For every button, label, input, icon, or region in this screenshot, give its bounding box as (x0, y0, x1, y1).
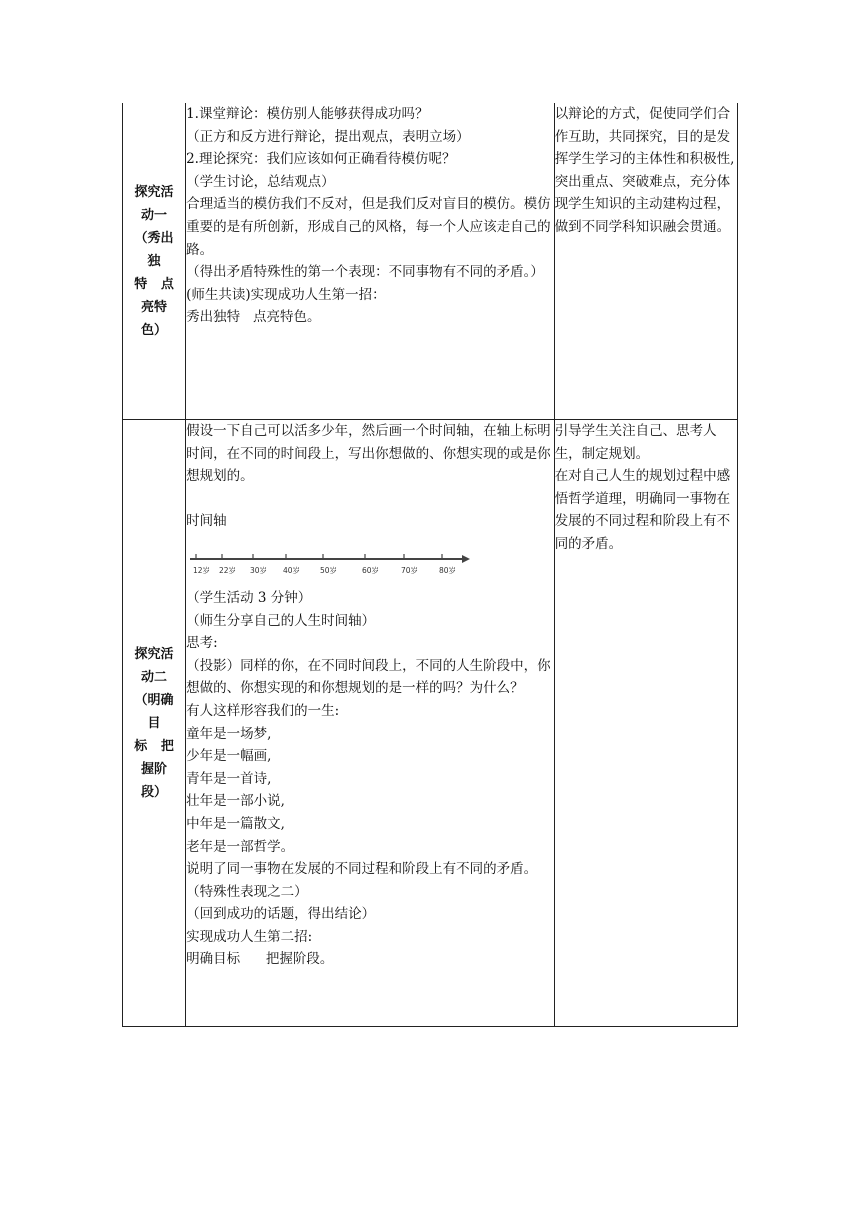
label-line: 探究活 (134, 646, 174, 662)
content-line: 少年是一幅画, (186, 748, 272, 765)
timeline-tick-label: 80岁 (439, 565, 457, 575)
activity-one-label (123, 103, 186, 420)
activity-two-design-note (554, 420, 737, 1027)
timeline-tick-label: 22岁 (219, 565, 237, 575)
content-line: 秀出独特 点亮特色。 (186, 309, 321, 326)
activity-two-label (123, 420, 186, 1027)
label-line: 独 (147, 253, 161, 269)
label-line: 探究活 (134, 184, 174, 200)
content-line: 2.理论探究：我们应该如何正确看待模仿呢？ (186, 151, 456, 168)
note-line: 引导学生关注自己、思考人生，制定规划。 (554, 423, 717, 462)
content-line (186, 488, 554, 511)
content-line: （正方和反方进行辩论，提出观点，表明立场） (186, 128, 470, 145)
content-line: （学生活动 3 分钟） (186, 589, 312, 606)
label-line: 亮特 (141, 299, 168, 315)
content-line: 明确目标 把握阶段。 (186, 951, 334, 968)
label-line: （明确 (134, 692, 174, 708)
content-line: （学生讨论，总结观点） (186, 173, 335, 190)
label-line: （秀出 (134, 230, 174, 246)
content-line: 时间轴 (186, 513, 227, 530)
label-line: 握阶 (141, 761, 168, 777)
lesson-plan-table (122, 103, 738, 1027)
timeline-tick-label: 50岁 (320, 565, 338, 575)
content-line: （师生分享自己的人生时间轴） (186, 612, 376, 629)
label-line: 段） (141, 784, 168, 800)
note-line: 在对自己人生的规划过程中感悟哲学道理，明确同一事物在发展的不同过程和阶段上有不同的矛盾。 (554, 468, 731, 552)
timeline-figure (186, 547, 476, 585)
content-line: 青年是一首诗, (186, 770, 272, 787)
activity-one-design-note (554, 103, 737, 420)
timeline-tick-label: 60岁 (362, 565, 380, 575)
content-line: 1.课堂辩论：模仿别人能够获得成功吗？ (186, 106, 429, 122)
content-line: 实现成功人生第二招: (186, 928, 313, 945)
label-line: 标 把 (134, 738, 174, 754)
label-line: 动一 (141, 207, 168, 223)
activity-one-content (186, 103, 555, 420)
activity-one-row (123, 103, 738, 420)
label-line: 目 (147, 715, 161, 731)
content-line: （回到成功的话题，得出结论） (186, 906, 376, 923)
note-line: 以辩论的方式，促使同学们合作互助，共同探究，目的是发挥学生学习的主体性和积极性,突出重点、突破难点，充分体现学生知识的主动建构过程，做到不同学科知识融会贯通。 (554, 106, 735, 235)
timeline-tick-label: 12岁 (193, 565, 211, 575)
timeline-tick-label: 70岁 (401, 565, 419, 575)
label-line: 色） (141, 322, 168, 338)
content-line: （得出矛盾特殊性的第一个表现：不同事物有不同的矛盾。） (186, 264, 544, 281)
content-line: 壮年是一部小说, (186, 793, 285, 810)
timeline-tick-label: 30岁 (250, 565, 268, 575)
activity-two-content (186, 420, 555, 1027)
content-line: 有人这样形容我们的一生: (186, 702, 340, 719)
label-line: 动二 (141, 669, 168, 685)
timeline-arrow-icon (462, 555, 470, 563)
content-line: （投影）同样的你，在不同时间段上，不同的人生阶段中，你想做的、你想实现的和你想规划的是一样的吗？为什么？ (186, 657, 551, 697)
label-line: 特 点 (134, 276, 174, 292)
timeline-tick-label: 40岁 (283, 565, 301, 575)
content-line: 中年是一篇散文, (186, 815, 285, 832)
content-line: 合理适当的模仿我们不反对，但是我们反对盲目的模仿。模仿重要的是有所创新，形成自己的风格，每一个人应该走自己的路。 (186, 196, 551, 258)
content-line: 思考: (186, 635, 218, 652)
activity-two-row (123, 420, 738, 1027)
content-line: 童年是一场梦, (186, 725, 272, 742)
content-line: 假设一下自己可以活多少年，然后画一个时间轴，在轴上标明时间，在不同的时间段上，写出你想做的、你想实现的或是你想规划的。 (186, 423, 551, 485)
content-line: 说明了同一事物在发展的不同过程和阶段上有不同的矛盾。（特殊性表现之二） (186, 861, 538, 900)
content-line: 老年是一部哲学。 (186, 838, 295, 855)
content-line: (师生共读)实现成功人生第一招： (186, 286, 386, 303)
timeline-svg (186, 547, 476, 585)
